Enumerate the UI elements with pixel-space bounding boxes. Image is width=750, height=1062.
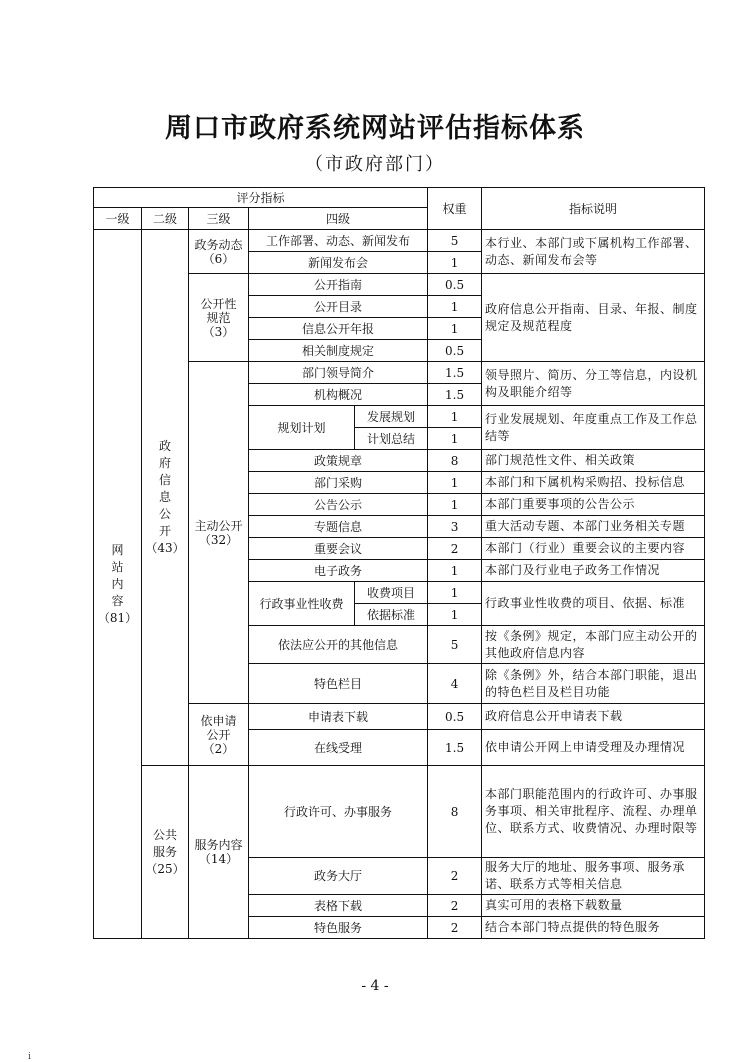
corner-mark: i <box>28 1052 31 1062</box>
description-cell: 政府信息公开申请表下载 <box>482 704 705 730</box>
description-cell: 按《条例》规定，本部门应主动公开的其他政府信息内容 <box>482 626 705 664</box>
description-cell: 本部门及行业电子政务工作情况 <box>482 560 705 582</box>
item-row: 申请表下载 <box>249 704 428 730</box>
weight-cell: 0.5 <box>428 340 482 362</box>
weight-cell: 8 <box>428 766 482 858</box>
level1-website-content: 网站内容 （81） <box>94 230 142 939</box>
description-cell: 政府信息公开指南、目录、年报、制度规定及规范程度 <box>482 274 705 362</box>
level3-proactive-disclosure: 主动公开 （32） <box>189 362 249 704</box>
level2-gov-info-disclosure: 政府信息公开 （43） <box>142 230 189 766</box>
item-row: 表格下载 <box>249 895 428 917</box>
item-row: 计划总结 <box>355 428 428 450</box>
weight-cell: 1 <box>428 296 482 318</box>
item-row: 新闻发布会 <box>249 252 428 274</box>
item-row: 特色栏目 <box>249 664 428 704</box>
weight-cell: 1 <box>428 406 482 428</box>
item-row: 工作部署、动态、新闻发布 <box>249 230 428 252</box>
item-row: 行政许可、办事服务 <box>249 766 428 858</box>
weight-cell: 5 <box>428 626 482 664</box>
level3-service-content: 服务内容 （14） <box>189 766 249 939</box>
item-row: 政务大厅 <box>249 858 428 895</box>
weight-cell: 1 <box>428 582 482 604</box>
sub-planning: 规划计划 <box>249 406 355 450</box>
item-row: 在线受理 <box>249 730 428 766</box>
weight-cell: 8 <box>428 450 482 472</box>
header-description: 指标说明 <box>482 188 705 230</box>
level2-public-services: 公共服务 （25） <box>142 766 189 939</box>
weight-cell: 4 <box>428 664 482 704</box>
document-title: 周口市政府系统网站评估指标体系 <box>165 113 585 144</box>
header-level-4: 四级 <box>249 208 428 230</box>
weight-cell: 2 <box>428 895 482 917</box>
weight-cell: 1 <box>428 472 482 494</box>
header-scoring-indicators: 评分指标 <box>94 188 428 208</box>
description-cell: 结合本部门特点提供的特色服务 <box>482 917 705 939</box>
weight-cell: 1 <box>428 560 482 582</box>
item-row: 专题信息 <box>249 516 428 538</box>
weight-cell: 1 <box>428 494 482 516</box>
description-cell: 本部门职能范围内的行政许可、办事服务事项、相关审批程序、流程、办理单位、联系方式、收费情况、办理时限等 <box>482 766 705 858</box>
sub-admin-fees: 行政事业性收费 <box>249 582 355 626</box>
description-cell: 本部门重要事项的公告公示 <box>482 494 705 516</box>
description-cell: 本行业、本部门或下属机构工作部署、动态、新闻发布会等 <box>482 230 705 274</box>
description-cell: 重大活动专题、本部门业务相关专题 <box>482 516 705 538</box>
item-row: 重要会议 <box>249 538 428 560</box>
weight-cell: 1 <box>428 604 482 626</box>
weight-cell: 5 <box>428 230 482 252</box>
description-cell: 服务大厅的地址、服务事项、服务承诺、联系方式等相关信息 <box>482 858 705 895</box>
item-row: 公告公示 <box>249 494 428 516</box>
item-row: 依据标准 <box>355 604 428 626</box>
item-row: 相关制度规定 <box>249 340 428 362</box>
header-level-1: 一级 <box>94 208 142 230</box>
header-weight: 权重 <box>428 188 482 230</box>
level3-disclosure-standards: 公开性规范 （3） <box>189 274 249 362</box>
description-cell: 行政事业性收费的项目、依据、标准 <box>482 582 705 626</box>
description-cell: 本部门和下属机构采购招、投标信息 <box>482 472 705 494</box>
header-level-3: 三级 <box>189 208 249 230</box>
item-row: 发展规划 <box>355 406 428 428</box>
weight-cell: 1.5 <box>428 362 482 384</box>
description-cell: 领导照片、简历、分工等信息，内设机构及职能介绍等 <box>482 362 705 406</box>
weight-cell: 1.5 <box>428 384 482 406</box>
item-row: 依法应公开的其他信息 <box>249 626 428 664</box>
description-cell: 依申请公开网上申请受理及办理情况 <box>482 730 705 766</box>
weight-cell: 0.5 <box>428 704 482 730</box>
item-row: 公开目录 <box>249 296 428 318</box>
item-row: 部门领导简介 <box>249 362 428 384</box>
evaluation-index-table <box>93 187 705 939</box>
description-cell: 行业发展规划、年度重点工作及工作总结等 <box>482 406 705 450</box>
item-row: 公开指南 <box>249 274 428 296</box>
weight-cell: 2 <box>428 917 482 939</box>
item-row: 电子政务 <box>249 560 428 582</box>
weight-cell: 2 <box>428 858 482 895</box>
page-number: - 4 - <box>361 978 389 994</box>
level3-gov-affairs-news: 政务动态 （6） <box>189 230 249 274</box>
weight-cell: 1 <box>428 428 482 450</box>
weight-cell: 2 <box>428 538 482 560</box>
header-level-2: 二级 <box>142 208 189 230</box>
description-cell: 真实可用的表格下载数量 <box>482 895 705 917</box>
description-cell: 除《条例》外，结合本部门职能，退出的特色栏目及栏目功能 <box>482 664 705 704</box>
weight-cell: 3 <box>428 516 482 538</box>
item-row: 政策规章 <box>249 450 428 472</box>
item-row: 特色服务 <box>249 917 428 939</box>
item-row: 信息公开年报 <box>249 318 428 340</box>
weight-cell: 0.5 <box>428 274 482 296</box>
document-subtitle: （市政府部门） <box>305 154 445 175</box>
description-cell: 部门规范性文件、相关政策 <box>482 450 705 472</box>
weight-cell: 1 <box>428 318 482 340</box>
item-row: 收费项目 <box>355 582 428 604</box>
description-cell: 本部门（行业）重要会议的主要内容 <box>482 538 705 560</box>
weight-cell: 1 <box>428 252 482 274</box>
item-row: 部门采购 <box>249 472 428 494</box>
level3-on-request-disclosure: 依申请公开 （2） <box>189 704 249 766</box>
item-row: 机构概况 <box>249 384 428 406</box>
weight-cell: 1.5 <box>428 730 482 766</box>
